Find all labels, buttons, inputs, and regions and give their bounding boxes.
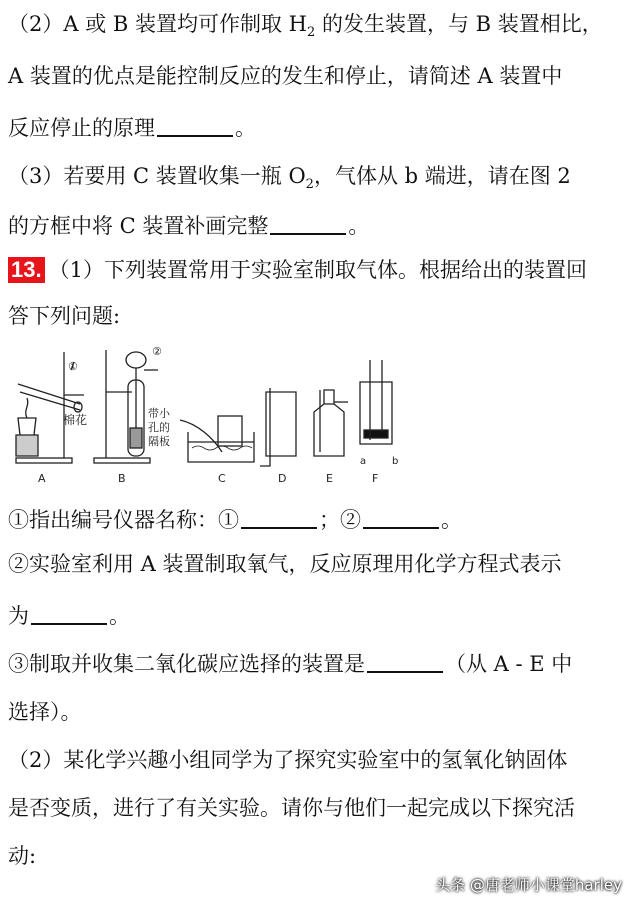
answer-blank[interactable]: [157, 115, 233, 137]
text: （1）下列装置常用于实验室制取气体。根据给出的装置回: [48, 258, 587, 282]
q13-intro-line2: 答下列问题:: [8, 304, 121, 328]
q13-part2-line3: 动:: [8, 844, 37, 868]
q13-item3-line1: [8, 650, 572, 678]
text: ，气体从 b 端进，请在图 2: [313, 164, 571, 188]
q13-part2-line1: （2）某化学兴趣小组同学为了探究实验室中的氢氧化钠固体: [8, 748, 568, 772]
question-number-badge: 13.: [8, 257, 45, 283]
subscript: 2: [306, 25, 316, 41]
answer-blank[interactable]: [367, 651, 443, 673]
label-d: D: [278, 472, 287, 485]
label-b: B: [118, 472, 126, 485]
q12-part2-line3: [8, 114, 256, 142]
apparatus-c: [180, 416, 254, 462]
text: 的发生装置，与 B 装置相比，: [315, 12, 603, 36]
label-f-a: a: [360, 456, 367, 467]
q13-intro-line1: [8, 256, 587, 284]
q12-part2-line2: A 装置的优点是能控制反应的发生和停止，请简述 A 装置中: [8, 64, 563, 88]
text: 。: [109, 604, 130, 628]
label-e: E: [326, 472, 333, 485]
label-f-b: b: [392, 456, 399, 467]
q13-part2-line2: 是否变质，进行了有关实验。请你与他们一起完成以下探究活: [8, 796, 575, 820]
subscript: 2: [305, 177, 314, 193]
q12-part2-line1: [8, 10, 603, 47]
apparatus-figure: [8, 340, 418, 490]
answer-blank[interactable]: [270, 213, 346, 235]
plate-label-2: 孔的: [148, 421, 170, 434]
label-c: C: [218, 472, 226, 485]
q13-item2-line1: ②实验室利用 A 装置制取氧气，反应原理用化学方程式表示: [8, 552, 562, 576]
apparatus-f: [360, 360, 392, 444]
apparatus-d: [260, 388, 296, 466]
mark-2: ②: [152, 345, 162, 358]
plate-label-1: 带小: [148, 407, 170, 420]
apparatus-e: [314, 390, 348, 456]
text: 。: [235, 116, 256, 140]
mark-1: ①: [68, 360, 78, 373]
watermark: 头条 @唐老师小课堂harley: [435, 876, 622, 894]
text: 反应停止的原理: [8, 116, 155, 140]
text: ③制取并收集二氧化碳应选择的装置是: [8, 652, 365, 676]
text: （3）若要用 C 装置收集一瓶 O: [8, 164, 306, 188]
plate-label-3: 隔板: [148, 435, 170, 448]
answer-blank[interactable]: [31, 603, 107, 625]
q13-item3-line2: 选择）。: [8, 700, 82, 724]
answer-blank-1[interactable]: [241, 507, 317, 529]
label-f: F: [372, 472, 379, 485]
q12-part3-line2: [8, 212, 369, 240]
text: （从 A - E 中: [445, 652, 573, 676]
answer-blank-2[interactable]: [363, 507, 439, 529]
text: 的方框中将 C 装置补画完整: [8, 214, 269, 238]
q13-item2-line2: [8, 602, 130, 630]
text: ；②: [319, 508, 361, 532]
text: ①指出编号仪器名称：①: [8, 508, 239, 532]
q12-part3-line1: [8, 162, 571, 199]
label-a: A: [38, 472, 46, 485]
text: 。: [348, 214, 370, 238]
q13-item1: [8, 506, 462, 534]
text: 。: [441, 508, 462, 532]
cotton-label: 棉花: [63, 413, 88, 427]
text: 为: [8, 604, 29, 628]
text: （2）A 或 B 装置均可作制取 H: [8, 12, 307, 36]
